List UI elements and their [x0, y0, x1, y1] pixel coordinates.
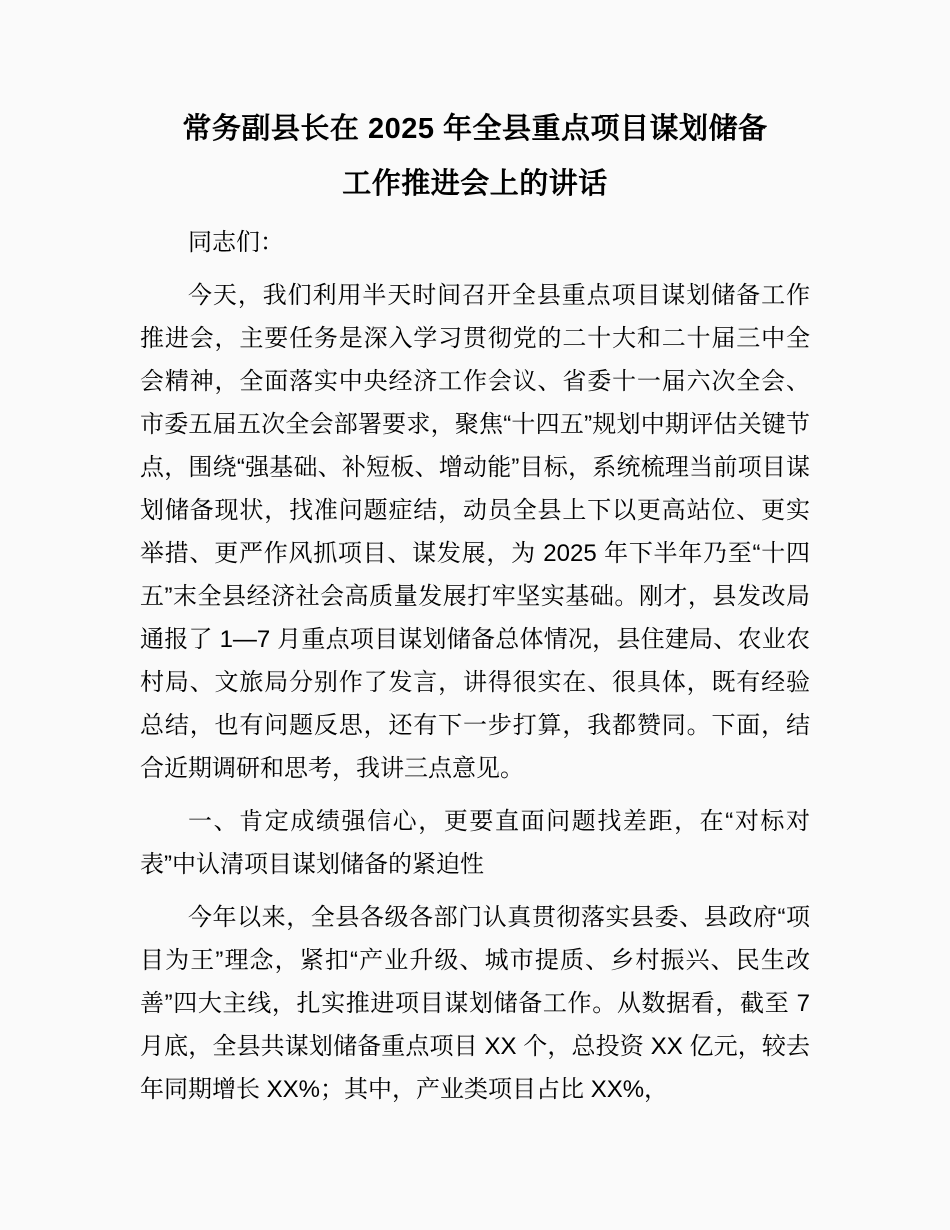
salutation-paragraph: 同志们：	[188, 229, 284, 256]
section-one-heading: 一、肯定成绩强信心，更要直面问题找差距，在“对标对表”中认清项目谋划储备的紧迫性	[140, 808, 810, 878]
document-body	[140, 102, 810, 1111]
document-title	[140, 102, 810, 212]
document-title-line-2: 工作推进会上的讲话	[342, 168, 608, 200]
intro-paragraph: 今天，我们利用半天时间召开全县重点项目谋划储备工作推进会，主要任务是深入学习贯彻党的二十大和二十届三中全会精神，全面落实中央经济工作会议、省委十一届六次全会、市委五届五次全会部署要求，聚焦“十四五”规划中期评估关键节点，围绕“强基础、补短板、增动能”目标，系统梳理当前项目谋划储备现状，找准问题症结，动员全县上下以更高站位、更实举措、更严作风抓项目、谋发展，为 2025 年下半年乃至“十四五”末全县经济社会高质量发展打牢坚实基础。刚才，县发改局通报了 1—7 月重点项目谋划储备总体情况，县住建局、农业农村局、文旅局分别作了发言，讲得很实在、很具体，既有经验总结，也有问题反思，还有下一步打算，我都赞同。下面，结合近期调研和思考，我讲三点意见。	[140, 282, 810, 782]
document-title-line-1: 常务副县长在 2025 年全县重点项目谋划储备	[182, 113, 768, 145]
section-one-paragraph: 今年以来，全县各级各部门认真贯彻落实县委、县政府“项目为王”理念，紧扣“产业升级、城市提质、乡村振兴、民生改善”四大主线，扎实推进项目谋划储备工作。从数据看，截至 7 月底，全县共谋划储备重点项目 XX 个，总投资 XX 亿元，较去年同期增长 XX%；其中，产业类项目占比 XX%，	[140, 904, 810, 1103]
